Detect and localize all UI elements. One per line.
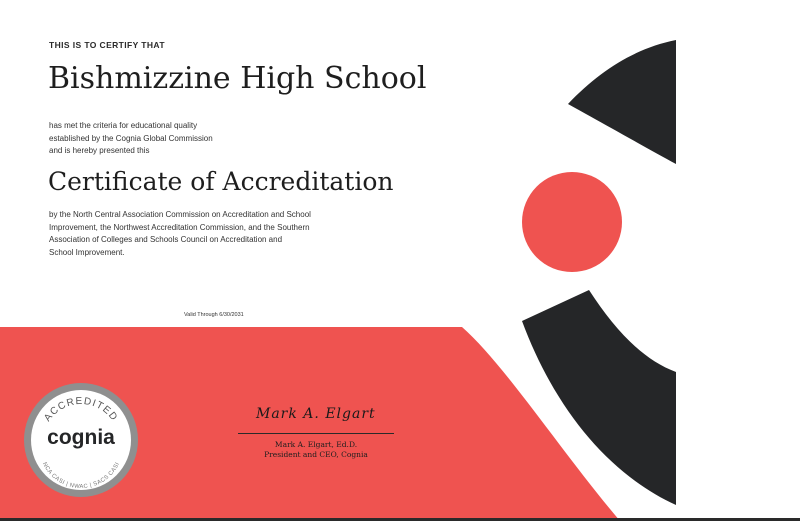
certify-heading: THIS IS TO CERTIFY THAT xyxy=(49,40,165,50)
seal-bottom-text: NCA CASI | NWAC | SACS CASI xyxy=(40,461,122,491)
commission-line: Improvement, the Northwest Accreditation Commission, and the Southern xyxy=(49,222,310,232)
commission-line: by the North Central Association Commission on Accreditation and School xyxy=(49,210,311,219)
handwritten-signature: Mark A. Elgart xyxy=(256,406,376,422)
criteria-line: established by the Cognia Global Commission xyxy=(49,133,213,143)
certificate-title: Certificate of Accreditation xyxy=(48,167,394,196)
valid-through-date: Valid Through 6/30/2031 xyxy=(184,312,244,318)
signer-block xyxy=(235,440,397,460)
seal-top-text: ACCREDITED xyxy=(42,395,120,424)
signer-name: Mark A. Elgart, Ed.D. xyxy=(274,440,358,449)
commission-paragraph xyxy=(49,209,311,259)
criteria-line: and is hereby presented this xyxy=(49,146,150,155)
dark-arc-top xyxy=(568,40,676,164)
accreditation-seal xyxy=(21,380,141,500)
signer-role: President and CEO, Cognia xyxy=(264,450,368,459)
cognia-logo: cognia xyxy=(47,426,115,449)
coral-dot xyxy=(522,172,622,272)
school-name: Bishmizzine High School xyxy=(48,61,427,96)
commission-line: Association of Colleges and Schools Council on Accreditation and xyxy=(49,235,283,244)
criteria-line: has met the criteria for educational quality xyxy=(49,121,198,130)
signature-line xyxy=(238,433,394,434)
criteria-paragraph xyxy=(49,120,213,158)
commission-line: School Improvement. xyxy=(49,247,125,257)
